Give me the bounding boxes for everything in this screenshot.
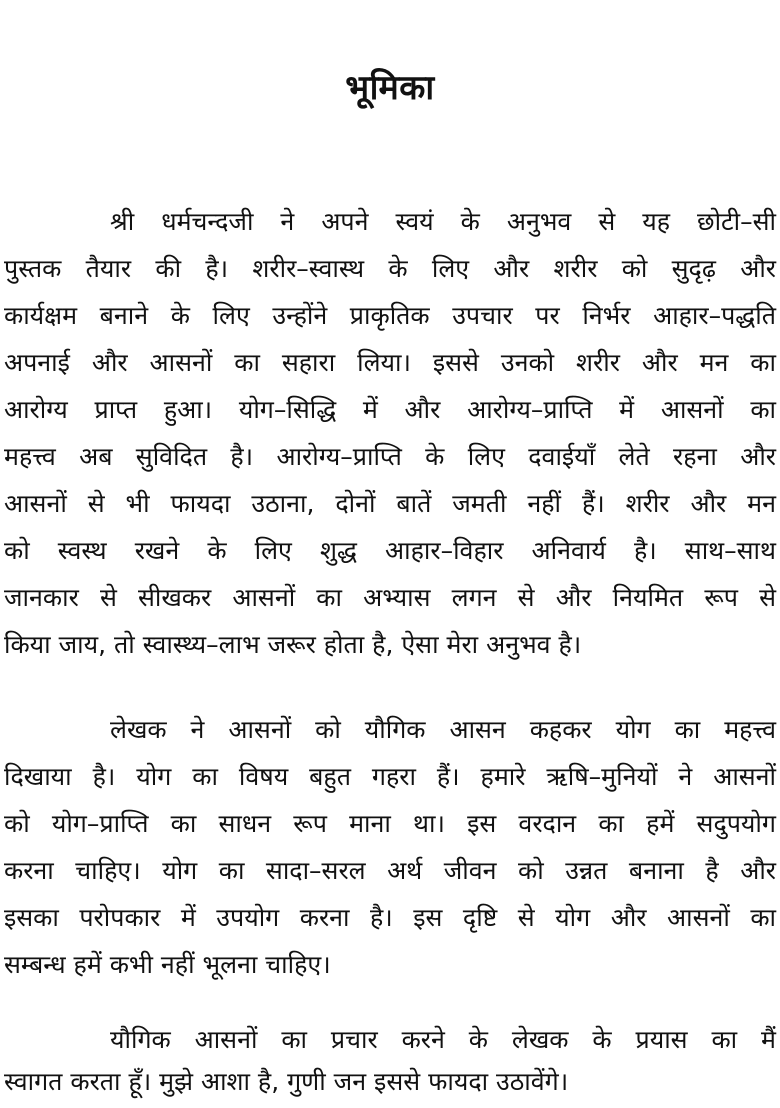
paragraph-1-line-4: अपनाई और आसनों का सहारा लिया। इससे उनको शरीर और मन का <box>4 348 776 377</box>
paragraph-2-line-2: दिखाया है। योग का विषय बहुत गहरा हैं। हमारे ऋषि–मुनियों ने आसनों <box>4 762 776 791</box>
paragraph-3-line-1: यौगिक आसनों का प्रचार करने के लेखक के प्रयास का मैं <box>110 1025 776 1054</box>
paragraph-1-line-1: श्री धर्मचन्दजी ने अपने स्वयं के अनुभव से यह छोटी–सी <box>110 207 776 236</box>
paragraph-2-line-6: सम्बन्ध हमें कभी नहीं भूलना चाहिए। <box>4 950 331 979</box>
paragraph-1-line-7: आसनों से भी फायदा उठाना, दोनों बातें जमती नहीं हैं। शरीर और मन <box>4 489 776 518</box>
paragraph-1-line-5: आरोग्य प्राप्त हुआ। योग–सिद्धि में और आरोग्य–प्राप्ति में आसनों का <box>4 395 776 424</box>
paragraph-1-line-6: महत्त्व अब सुविदित है। आरोग्य–प्राप्ति के लिए दवाईयाँ लेते रहना और <box>4 442 776 471</box>
paragraph-2-line-1: लेखक ने आसनों को यौगिक आसन कहकर योग का महत्त्व <box>110 715 776 744</box>
paragraph-3-line-2: स्वागत करता हूँ। मुझे आशा है, गुणी जन इससे फायदा उठावेंगे। <box>4 1067 569 1096</box>
paragraph-2-line-3: को योग–प्राप्ति का साधन रूप माना था। इस वरदान का हमें सदुपयोग <box>4 809 776 838</box>
paragraph-2-line-4: करना चाहिए। योग का सादा–सरल अर्थ जीवन को उन्नत बनाना है और <box>4 856 776 885</box>
paragraph-2-line-5: इसका परोपकार में उपयोग करना है। इस दृष्टि से योग और आसनों का <box>4 903 776 932</box>
paragraph-1-line-3: कार्यक्षम बनाने के लिए उन्होंने प्राकृतिक उपचार पर निर्भर आहार–पद्धति <box>4 301 776 330</box>
paragraph-1-line-8: को स्वस्थ रखने के लिए शुद्ध आहार–विहार अनिवार्य है। साथ–साथ <box>4 536 776 565</box>
paragraph-1-line-2: पुस्तक तैयार की है। शरीर–स्वास्थ के लिए और शरीर को सुदृढ़ और <box>4 254 776 283</box>
paragraph-1-line-9: जानकार से सीखकर आसनों का अभ्यास लगन से और नियमित रूप से <box>4 583 776 612</box>
paragraph-1-line-10: किया जाय, तो स्वास्थ्य–लाभ जरूर होता है, ऐसा मेरा अनुभव है। <box>4 630 582 659</box>
page-title: भूमिका <box>345 68 435 108</box>
